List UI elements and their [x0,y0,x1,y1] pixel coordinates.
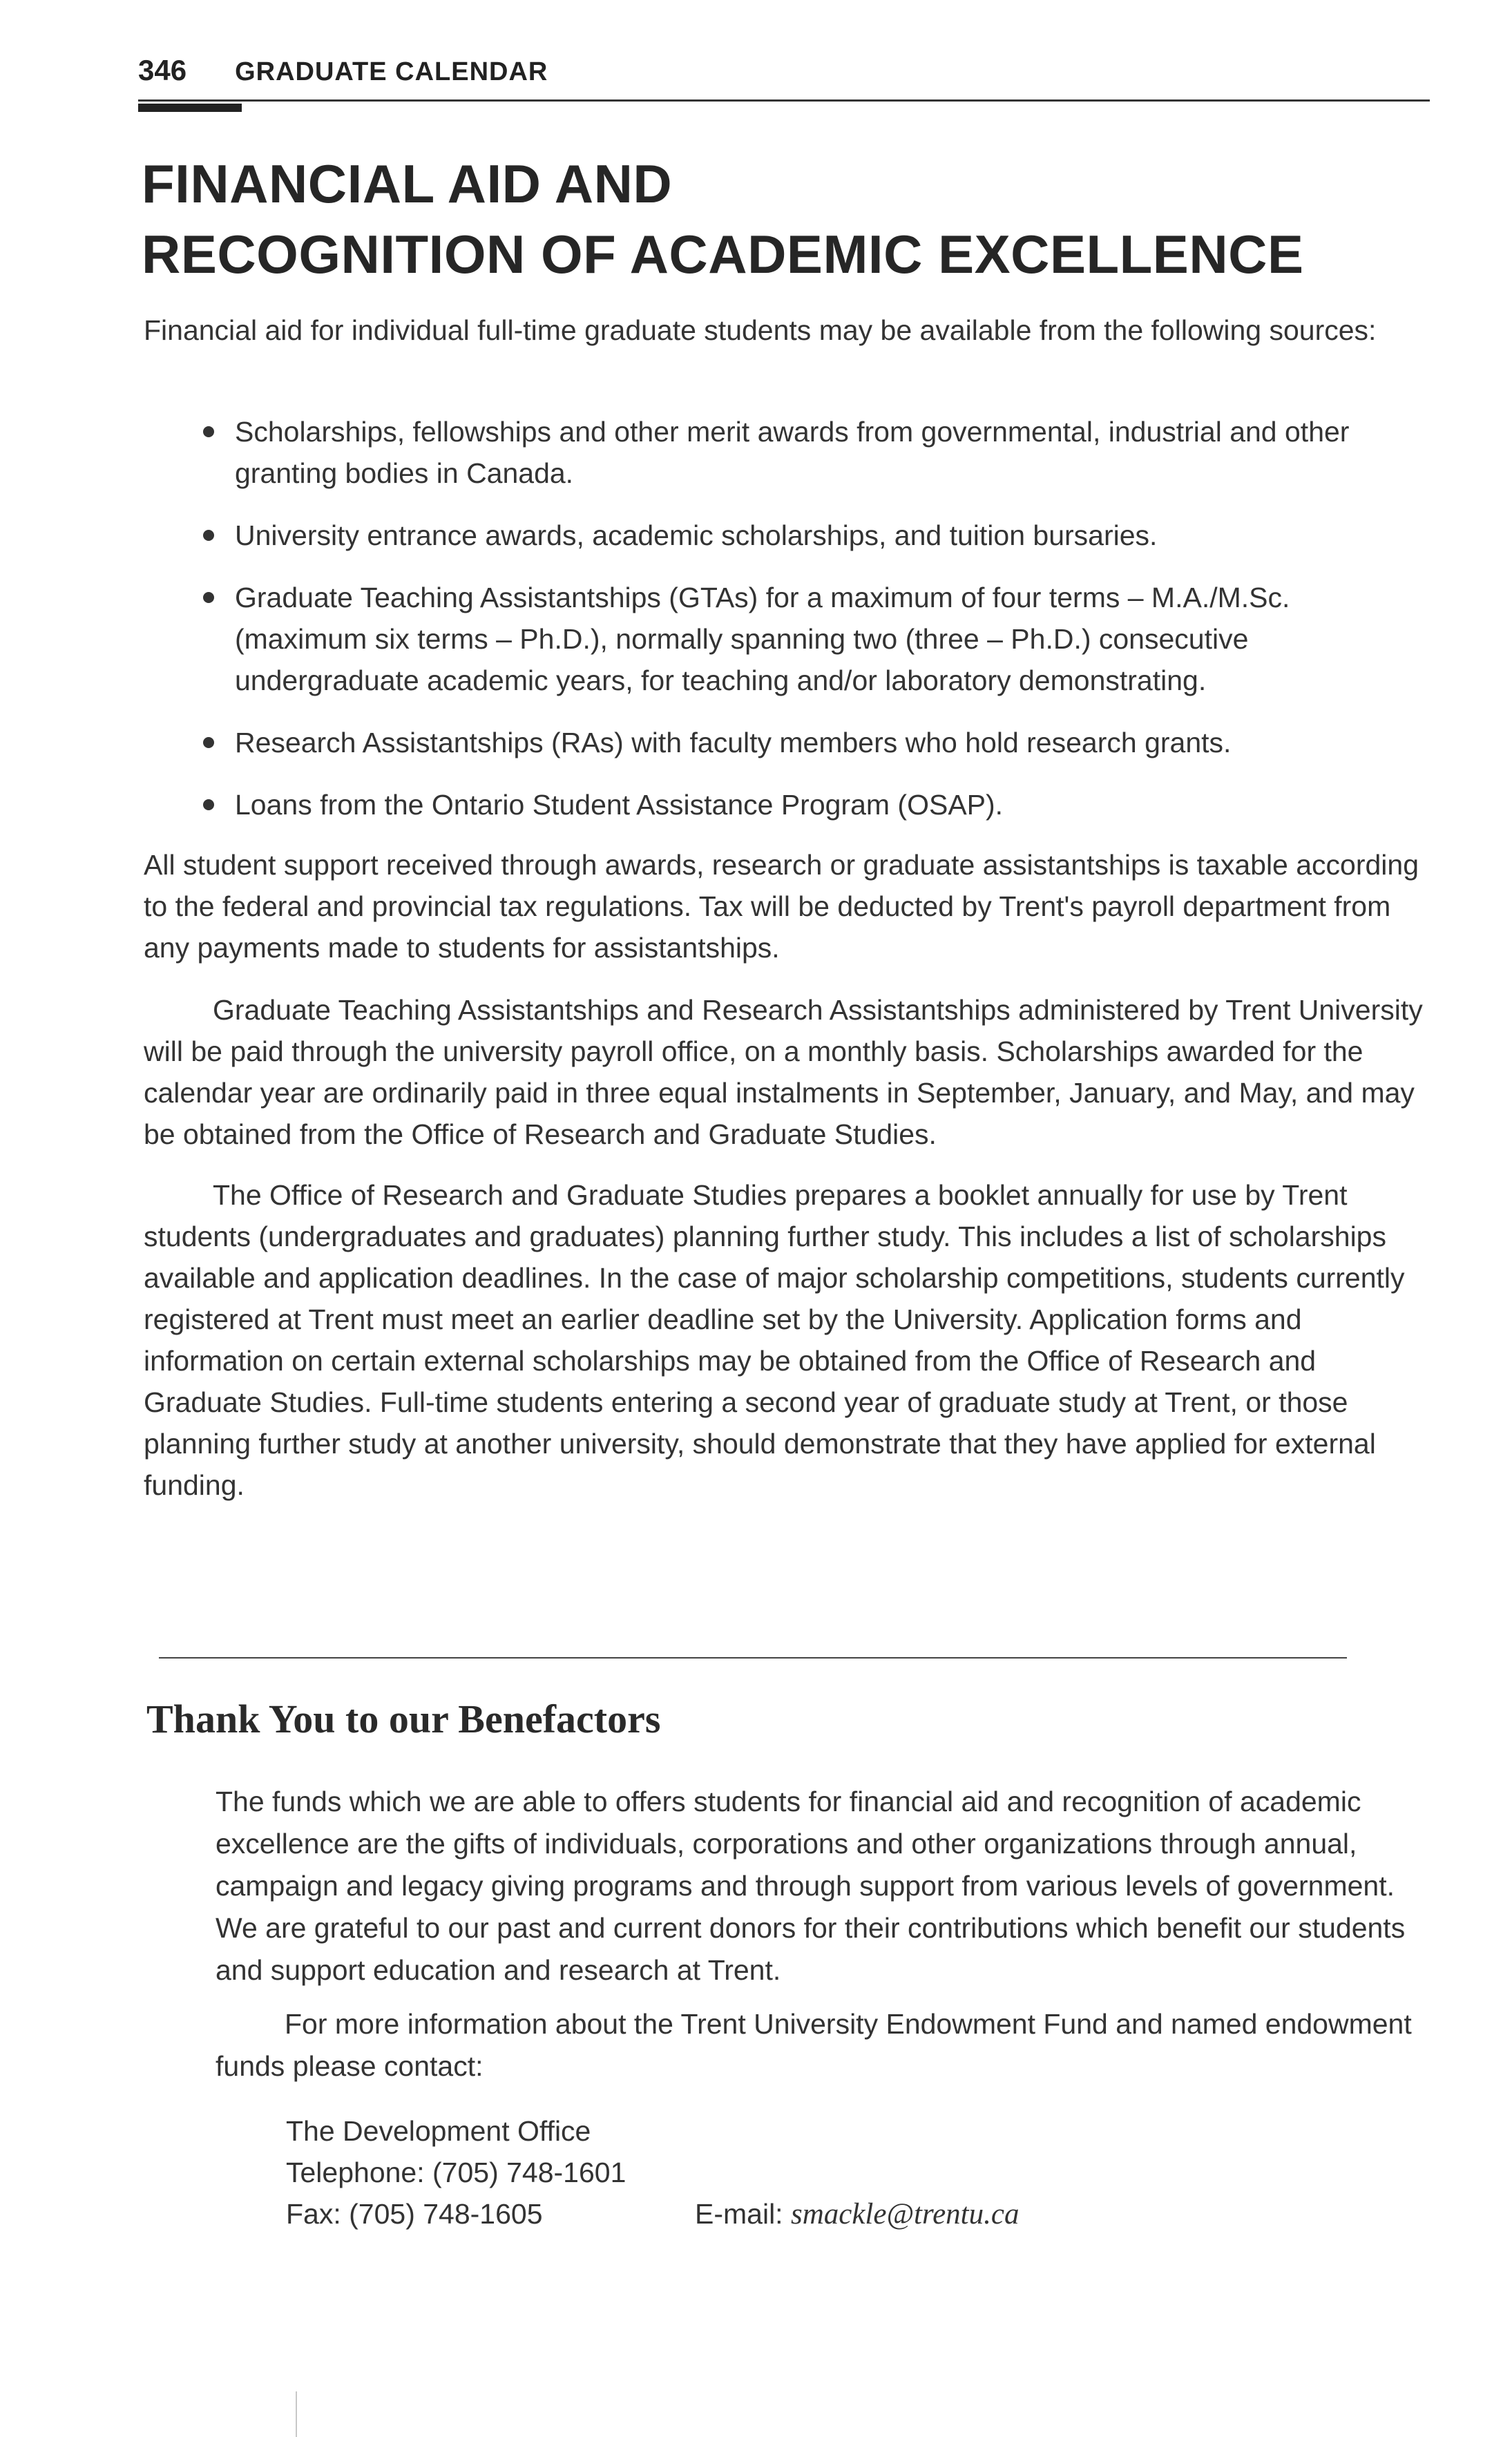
payment-paragraph: Graduate Teaching Assistantships and Research Assistantships administered by Trent University will be paid through the university payroll office, on a monthly basis. Scholarships awarded for the calendar year are ordinarily paid in three equal instalments in September, January, and May, and may be obtained from the Office of Research and Graduate Studies. [144,994,1423,1150]
bullet-icon [203,737,214,748]
section-divider [159,1657,1347,1659]
header-rule-block [138,104,242,112]
list-item-text: Loans from the Ontario Student Assistance Program (OSAP). [235,789,1004,821]
list-item [193,515,1430,556]
contact-fax: Fax: (705) 748-1605 [286,2198,543,2230]
list-item-text: Research Assistantships (RAs) with faculty members who hold research grants. [235,727,1232,758]
page-title [142,149,1304,289]
benefactors-heading: Thank You to our Benefactors [146,1697,661,1741]
bullet-icon [203,426,214,437]
contact-email [695,2193,1019,2235]
list-item [193,411,1430,494]
running-title: GRADUATE CALENDAR [235,57,548,86]
scan-artifact [296,2391,297,2437]
page-number: 346 [138,54,187,86]
list-item-text: Scholarships, fellowships and other merit awards from governmental, industrial and other granting bodies in Canada. [235,416,1350,489]
contact-email-label: E-mail: [695,2198,791,2230]
list-item [193,784,1430,825]
page-title-line-1: FINANCIAL AID AND [142,153,673,214]
bullet-icon [203,799,214,810]
bullet-icon [203,530,214,541]
list-item [193,722,1430,763]
contact-telephone: Telephone: (705) 748-1601 [286,2157,626,2188]
benefactors-paragraph: The funds which we are able to offers students for financial aid and recognition of academic excellence are the gifts of individuals, corporations and other organizations through annual, campaign and legacy giving programs and through support from various levels of government. We are grateful to our past and current donors for their contributions which benefit our students and support education and research at Trent. [216,1786,1406,1986]
contact-intro-paragraph: For more information about the Trent University Endowment Fund and named endowment funds please contact: [216,2008,1412,2082]
tax-paragraph: All student support received through awards, research or graduate assistantships is taxable according to the federal and provincial tax regulations. Tax will be deducted by Trent's payroll department from any payments made to students for assistantships. [144,849,1419,964]
contact-office: The Development Office [286,2115,591,2147]
booklet-paragraph: The Office of Research and Graduate Studies prepares a booklet annually for use by Trent students (undergraduates and graduates) planning further study. This includes a list of scholarships available and application deadlines. In the case of major scholarship competitions, students currently registered at Trent must meet an earlier deadline set by the University. Application forms and information on certain external scholarships may be obtained from the Office of Research and Graduate Studies. Full-time students entering a second year of graduate study at Trent, or those planning further study at another university, should demonstrate that they have applied for external funding. [144,1179,1405,1501]
running-header [138,54,548,87]
page-title-line-2: RECOGNITION OF ACADEMIC EXCELLENCE [142,224,1304,285]
list-item-text: Graduate Teaching Assistantships (GTAs) for a maximum of four terms – M.A./M.Sc. (maximum six terms – Ph.D.), normally spanning two (three – Ph.D.) consecutive undergraduate academic years, for teaching and/or laboratory demonstrating. [235,582,1290,696]
intro-paragraph: Financial aid for individual full-time graduate students may be available from the following sources: [144,314,1377,346]
list-item [193,577,1430,701]
contact-email-link[interactable]: smackle@trentu.ca [790,2198,1020,2230]
contact-fax-email-row [286,2193,1019,2235]
contact-block [286,2110,1019,2235]
list-item-text: University entrance awards, academic scholarships, and tuition bursaries. [235,519,1158,551]
bullet-icon [203,592,214,603]
header-rule [138,99,1430,102]
funding-sources-list [193,411,1430,846]
